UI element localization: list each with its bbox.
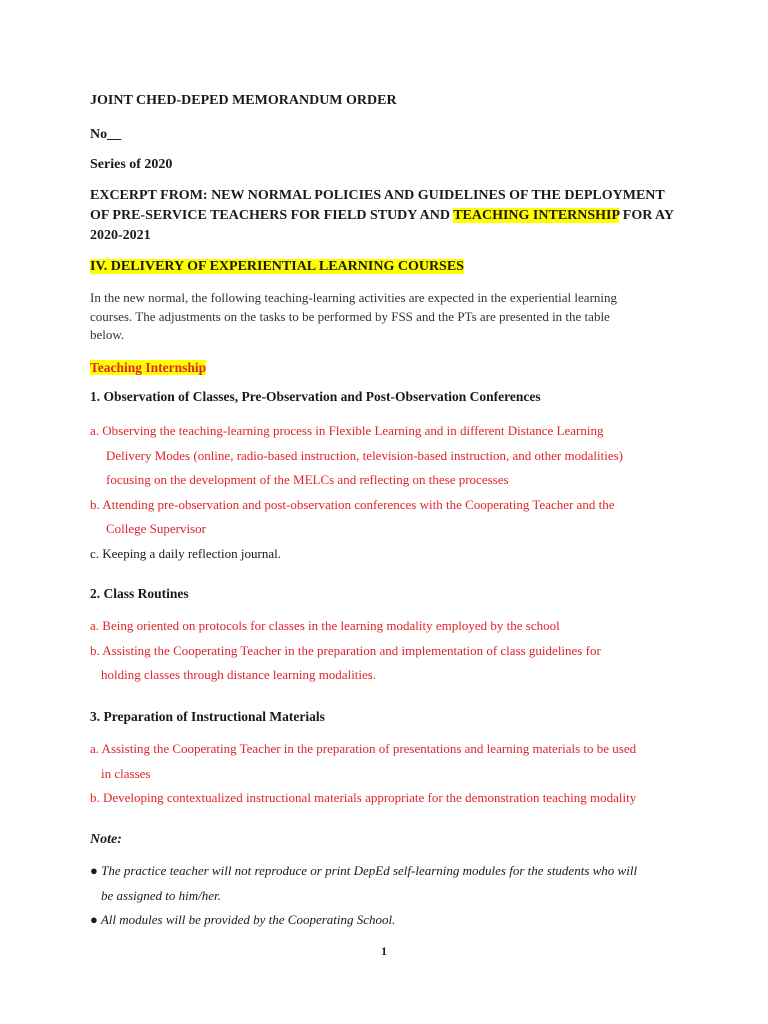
item-3-heading: 3. Preparation of Instructional Materials bbox=[90, 709, 325, 724]
intro-line-2: courses. The adjustments on the tasks to be performed by FSS and the PTs are presented in the table bbox=[90, 308, 610, 324]
intro-line-3: below. bbox=[90, 327, 125, 342]
item-2b-line-1: b. Assisting the Cooperating Teacher in the preparation and implementation of class guidelines for bbox=[90, 642, 601, 658]
order-title: JOINT CHED-DEPED MEMORANDUM ORDER bbox=[90, 93, 397, 108]
item-1a-line-2: Delivery Modes (online, radio-based instruction, television-based instruction, and other modalities) bbox=[106, 447, 623, 463]
note-bullet-1-line-2: be assigned to him/her. bbox=[101, 887, 221, 903]
note-heading: Note: bbox=[90, 832, 122, 847]
excerpt-line-1: EXCERPT FROM: NEW NORMAL POLICIES AND GUIDELINES OF THE DEPLOYMENT bbox=[90, 188, 665, 203]
item-2a-line-1: a. Being oriented on protocols for classes in the learning modality employed by the school bbox=[90, 618, 560, 633]
intro-line-1: In the new normal, the following teaching-learning activities are expected in the experiential learning bbox=[90, 290, 618, 305]
item-1a-line-3: focusing on the development of the MELCs and reflecting on these processes bbox=[106, 472, 509, 487]
order-number: No__ bbox=[90, 127, 122, 142]
item-1c-line-1: c. Keeping a daily reflection journal. bbox=[90, 545, 281, 561]
excerpt-line-2 bbox=[90, 206, 730, 226]
section-heading-text: IV. DELIVERY OF EXPERIENTIAL LEARNING COURSES bbox=[90, 259, 464, 274]
page-number: 1 bbox=[381, 944, 387, 958]
item-3a-line-1: a. Assisting the Cooperating Teacher in the preparation of presentations and learning materials to be used bbox=[90, 741, 637, 756]
item-1b-line-2: College Supervisor bbox=[106, 521, 207, 536]
item-1-list bbox=[90, 419, 710, 566]
order-series: Series of 2020 bbox=[90, 157, 173, 172]
note-list bbox=[90, 859, 730, 933]
highlighted-teaching-internship: TEACHING INTERNSHIP bbox=[453, 208, 620, 223]
excerpt-line-3: 2020-2021 bbox=[90, 228, 151, 243]
item-1a-line-1: a. Observing the teaching-learning process in Flexible Learning and in different Distance Learning bbox=[90, 423, 604, 438]
excerpt-title bbox=[90, 186, 730, 246]
section-heading bbox=[90, 257, 690, 275]
subheading bbox=[90, 359, 690, 377]
item-2-heading: 2. Class Routines bbox=[90, 586, 189, 601]
item-3b-line-1: b. Developing contextualized instructional materials appropriate for the demonstration teaching modality bbox=[90, 790, 637, 805]
item-3a-line-2: in classes bbox=[101, 765, 151, 781]
item-2-list bbox=[90, 614, 710, 688]
intro-paragraph bbox=[90, 289, 710, 345]
item-1b-line-1: b. Attending pre-observation and post-observation conferences with the Cooperating Teacher and the bbox=[90, 496, 615, 512]
note-bullet-1-line-1: ● The practice teacher will not reproduce or print DepEd self-learning modules for the students who will bbox=[90, 863, 638, 878]
item-3-list bbox=[90, 737, 730, 811]
note-bullet-2-line-1: ● All modules will be provided by the Cooperating School. bbox=[90, 912, 396, 927]
item-1-heading: 1. Observation of Classes, Pre-Observation and Post-Observation Conferences bbox=[90, 389, 541, 404]
excerpt-line-2-end: FOR AY bbox=[619, 208, 674, 223]
item-2b-line-2: holding classes through distance learning modalities. bbox=[101, 667, 377, 682]
excerpt-line-2-start: OF PRE-SERVICE TEACHERS FOR FIELD STUDY AND bbox=[90, 208, 454, 223]
subheading-teaching-internship: Teaching Internship bbox=[90, 360, 207, 375]
